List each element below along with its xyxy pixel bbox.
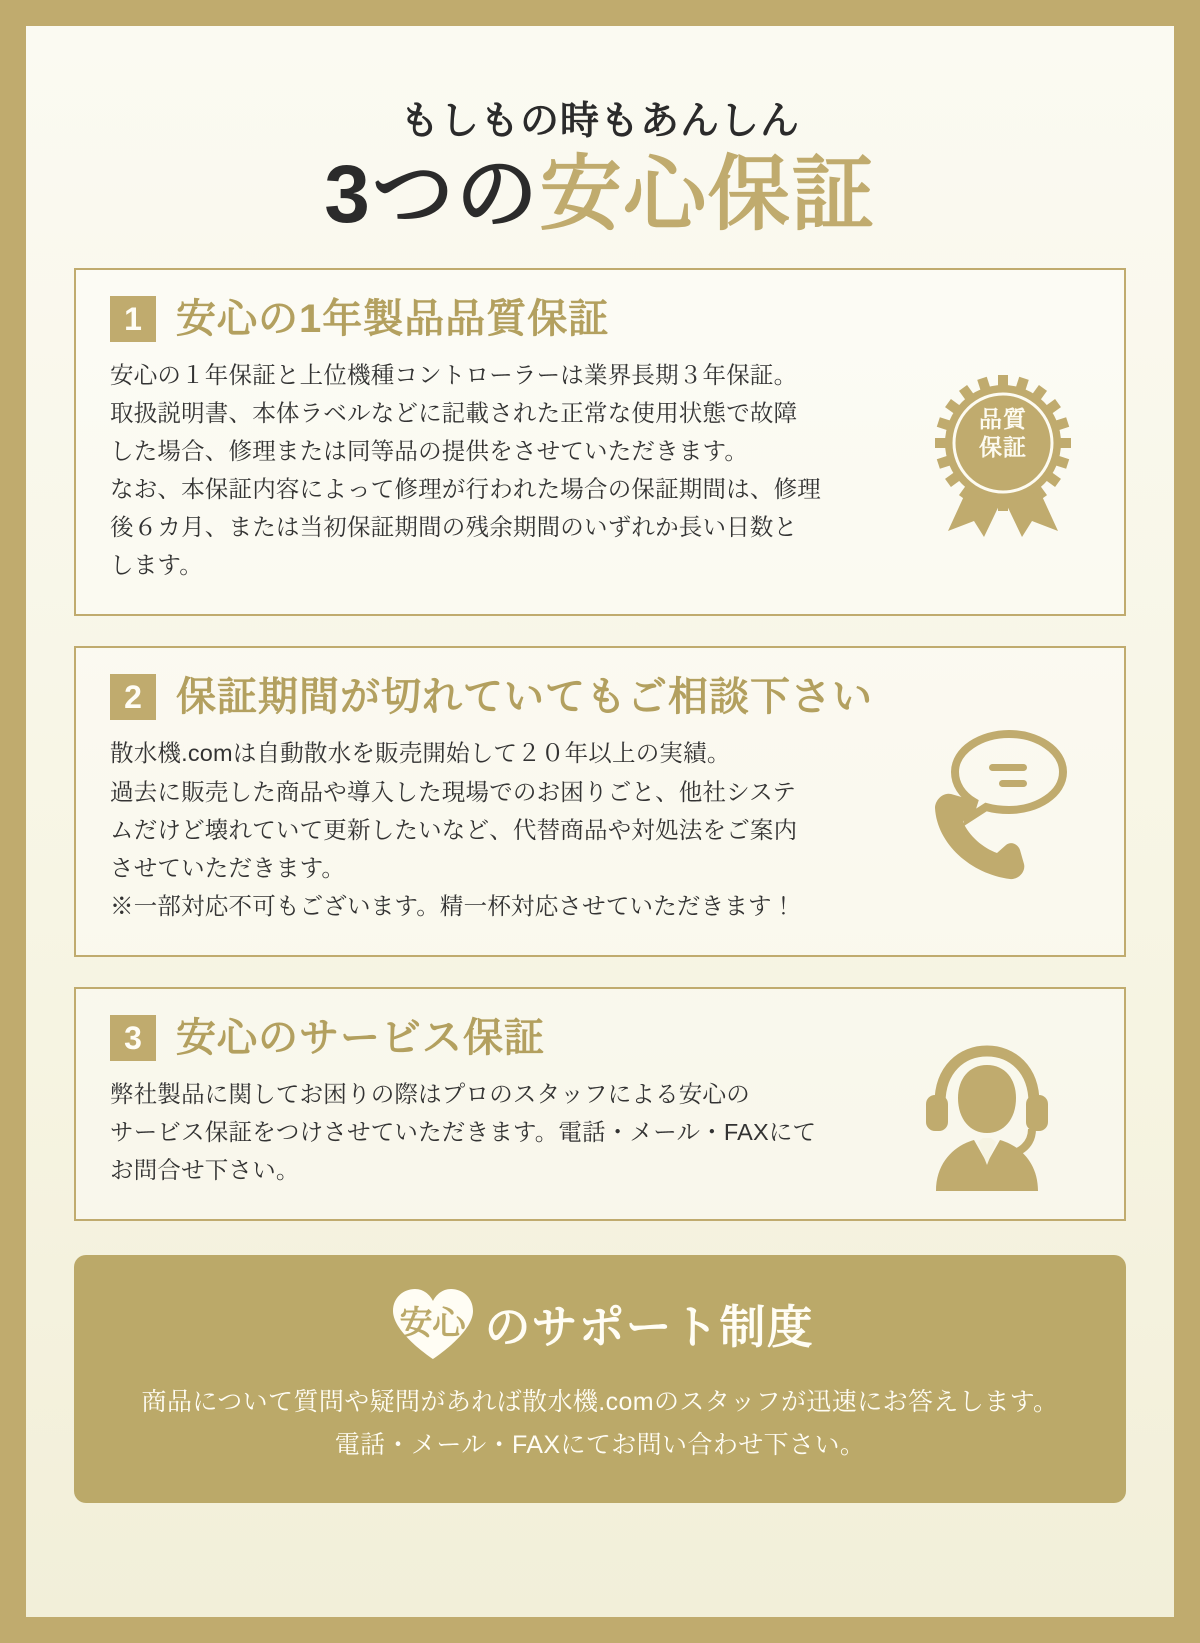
card-2-line-4: させていただきます。: [110, 854, 346, 881]
quality-seal-icon: [918, 371, 1088, 541]
card-3-number: 3: [110, 1015, 156, 1061]
warranty-card-2: [74, 646, 1126, 956]
card-1-line-3: した場合、修理または同等品の提供をさせていただきます。: [110, 438, 749, 465]
card-2-number: 2: [110, 674, 156, 720]
quality-seal-label: [918, 405, 1088, 461]
card-1-number: 1: [110, 296, 156, 342]
card-2-line-5: ※一部対応不可もございます。精一杯対応させていただきます！: [110, 892, 796, 919]
card-3-line-1: 弊社製品に関してお困りの際はプロのスタッフによる安心の: [110, 1080, 750, 1107]
card-1-line-5: 後６カ月、または当初保証期間の残余期間のいずれか長い日数と: [110, 514, 798, 541]
card-2-line-2: 過去に販売した商品や導入した現場でのお困りごと、他社システ: [110, 778, 797, 805]
card-3-line-3: お問合せ下さい。: [110, 1156, 300, 1183]
card-1-line-1: 安心の１年保証と上位機種コントローラーは業界長期３年保証。: [110, 362, 798, 389]
card-1-line-6: します。: [110, 552, 203, 579]
phone-chat-icon: [908, 717, 1078, 887]
page-title: [74, 149, 1126, 240]
card-1-line-4: なお、本保証内容によって修理が行われた場合の保証期間は、修理: [110, 476, 821, 503]
heart-icon-label: 安心: [399, 1304, 466, 1342]
card-2-body: [110, 734, 870, 924]
card-2-line-3: ムだけど壊れていて更新したいなど、代替商品や対処法をご案内: [110, 816, 798, 843]
card-1-header: [110, 296, 1090, 342]
heart-icon: [387, 1285, 479, 1363]
support-panel-line-1: 商品について質問や疑問があれば散水機.comのスタッフが迅速にお答えします。: [141, 1387, 1059, 1416]
quality-seal-label-line-2: 保証: [979, 434, 1027, 461]
support-panel-line-2: 電話・メール・FAXにてお問い合わせ下さい。: [334, 1430, 866, 1459]
card-2-title: 保証期間が切れていてもご相談下さい: [176, 675, 873, 720]
headset-operator-icon: [902, 1033, 1072, 1203]
page-title-plain: 3つの: [324, 149, 540, 240]
header-subtitle: もしもの時もあんしん: [399, 100, 800, 143]
card-2-line-1: 散水機.comは自動散水を販売開始して２０年以上の実績。: [110, 740, 731, 767]
card-3-body: [110, 1075, 870, 1189]
card-1-line-2: 取扱説明書、本体ラベルなどに記載された正常な使用状態で故障: [110, 400, 798, 427]
card-1-body: [110, 356, 870, 584]
card-1-title: 安心の1年製品品質保証: [176, 297, 610, 342]
quality-seal-label-line-1: 品質: [979, 406, 1027, 433]
warranty-card-3: [74, 987, 1126, 1221]
warranty-card-1: [74, 268, 1126, 616]
page-title-highlight: 安心保証: [539, 149, 876, 240]
poster-header: [74, 48, 1126, 238]
card-3-title: 安心のサービス保証: [176, 1015, 545, 1060]
support-panel-title-text: のサポート制度: [484, 1300, 814, 1353]
support-panel-body: [94, 1381, 1106, 1467]
support-panel: [74, 1255, 1126, 1503]
support-panel-title: [94, 1285, 1106, 1363]
card-2-header: [110, 674, 1090, 720]
card-3-line-2: サービス保証をつけさせていただきます。電話・メール・FAXにて: [110, 1118, 817, 1145]
